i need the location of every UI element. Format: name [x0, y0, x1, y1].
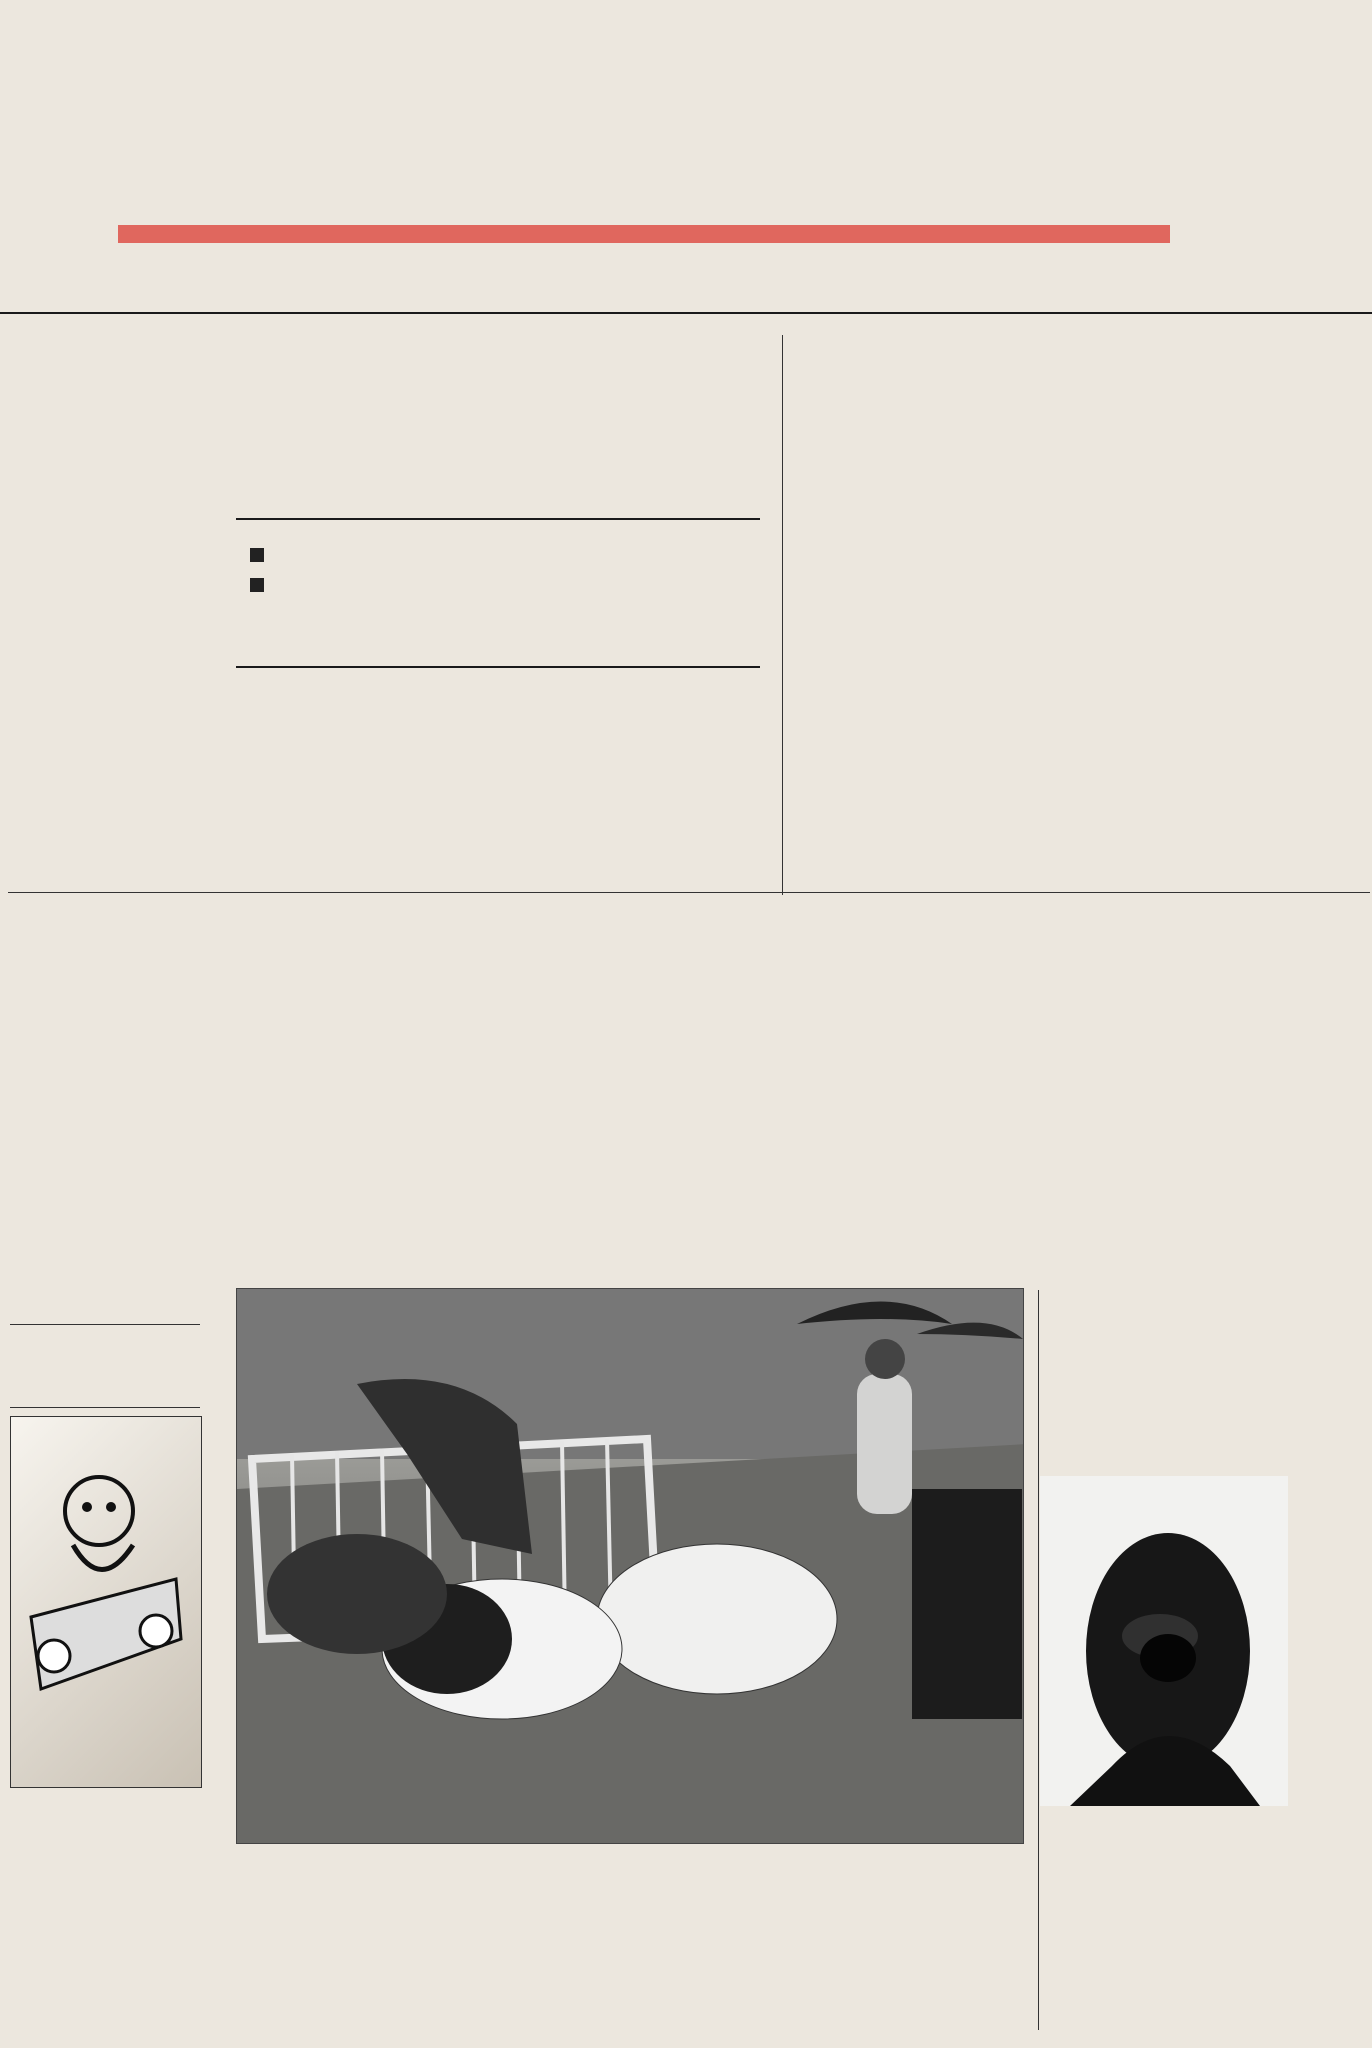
bullet-2	[250, 572, 750, 592]
sidebar-story-3	[8, 1228, 198, 1241]
masthead-rule	[0, 312, 1372, 314]
issue-info	[8, 168, 108, 175]
bullet-rule-bottom	[236, 666, 760, 668]
hoy-en-dv-sidebar	[0, 896, 210, 2006]
issue-number	[8, 168, 108, 175]
bullet-1	[250, 542, 750, 562]
column-divider	[782, 335, 783, 895]
main-story-column-2	[240, 688, 490, 874]
main-story-column-1	[0, 498, 220, 904]
controversy-column-2	[504, 1082, 754, 1250]
fair-photo-illustration-icon	[237, 1289, 1023, 1843]
main-deck	[8, 438, 753, 477]
price	[8, 168, 108, 175]
masthead-red-rule	[118, 225, 1170, 243]
sidebar-index	[10, 1324, 200, 1408]
bullet-square-icon	[250, 578, 264, 592]
bullet-square-icon	[250, 548, 264, 562]
ipc-chart	[786, 336, 1308, 700]
controversy-column-1	[240, 1082, 484, 1257]
sidebar-story-2	[8, 1106, 198, 1119]
moscow-column-1	[784, 1078, 1030, 1268]
main-bullets	[250, 542, 750, 602]
everton-text	[1046, 1842, 1286, 2022]
main-headline	[8, 328, 767, 368]
everton-divider	[1038, 1290, 1039, 2030]
bullet-rule-top	[236, 518, 760, 520]
player-portrait-icon	[1040, 1476, 1288, 1806]
main-story-column-3	[510, 688, 756, 856]
sidebar-story-1	[8, 960, 198, 973]
section-rule	[8, 892, 1370, 893]
volume	[8, 168, 108, 175]
numbers-title	[8, 1794, 168, 1805]
comic-illustration	[10, 1416, 202, 1788]
atkinson-photo	[1040, 1476, 1288, 1806]
comic-drawing-icon	[11, 1429, 201, 1739]
numbers-text	[0, 1826, 187, 1990]
fair-photo	[236, 1288, 1024, 1844]
moscow-column-2	[1048, 1078, 1300, 1260]
